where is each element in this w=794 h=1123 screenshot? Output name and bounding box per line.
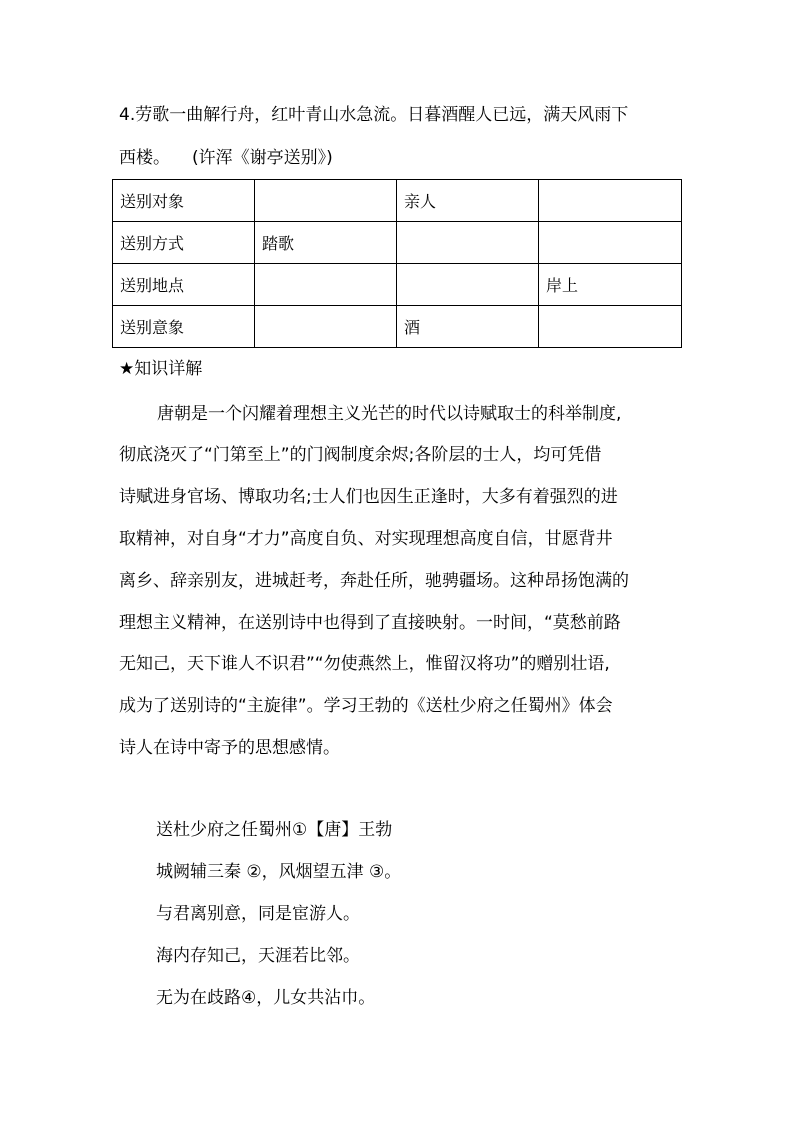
table-row — [113, 264, 682, 306]
paragraph-line: 唐朝是一个闪耀着理想主义光芒的时代以诗赋取士的科举制度, — [157, 404, 622, 424]
paragraph-line: 彻底浇灭了“门第至上”的门阀制度余烬;各阶层的士人，均可凭借 — [119, 445, 602, 465]
table-cell — [539, 222, 682, 264]
table-row — [113, 306, 682, 348]
poem-line: 与君离别意，同是宦游人。 — [156, 904, 360, 924]
table-cell — [255, 306, 397, 348]
table-cell — [255, 180, 397, 222]
paragraph-line: 无知己，天下谁人不识君”“勿使燕然上，惟留汉将功”的赠别壮语, — [119, 654, 610, 674]
question-text-line-2 — [119, 148, 333, 168]
paragraph-line: 理想主义精神，在送别诗中也得到了直接映射。一时间，“莫愁前路 — [119, 613, 621, 633]
paragraph-line: 离乡、辞亲别友，进城赶考，奔赴任所，驰骋疆场。这种昂扬饱满的 — [119, 571, 629, 591]
question-text-end: 西楼。 — [119, 148, 170, 168]
paragraph-line: 成为了送别诗的“主旋律”。学习王勃的《送杜少府之任蜀州》体会 — [119, 696, 613, 716]
farewell-table — [112, 179, 682, 348]
table-cell — [539, 306, 682, 348]
poem-line: 城阙辅三秦 ②，风烟望五津 ③。 — [156, 862, 402, 882]
table-cell — [539, 180, 682, 222]
poem-source: (许浑《谢亭送别》) — [192, 148, 333, 168]
table-row — [113, 222, 682, 264]
row-label-cell: 送别意象 — [113, 306, 255, 348]
poem-title: 送杜少府之任蜀州①【唐】王勃 — [156, 820, 393, 840]
table-cell: 踏歌 — [255, 222, 397, 264]
row-label-cell: 送别方式 — [113, 222, 255, 264]
knowledge-heading: ★知识详解 — [119, 359, 203, 379]
row-label-cell: 送别地点 — [113, 264, 255, 306]
poem-line: 海内存知己，天涯若比邻。 — [156, 946, 360, 966]
table-cell: 岸上 — [539, 264, 682, 306]
table-row — [113, 180, 682, 222]
table-cell — [397, 264, 539, 306]
question-text: 4.劳歌一曲解行舟，红叶青山水急流。日暮酒醒人已远，满天风雨下 — [119, 105, 629, 125]
table-cell — [397, 222, 539, 264]
table-cell — [255, 264, 397, 306]
poem-line: 无为在歧路④，儿女共沾巾。 — [156, 988, 376, 1008]
paragraph-line: 诗人在诗中寄予的思想感情。 — [119, 738, 340, 758]
table-cell: 亲人 — [397, 180, 539, 222]
paragraph-line: 取精神，对自身“才力”高度自负、对实现理想高度自信，甘愿背井 — [119, 529, 613, 549]
table-cell: 酒 — [397, 306, 539, 348]
paragraph-line: 诗赋进身官场、博取功名;士人们也因生正逢时，大多有着强烈的进 — [119, 487, 618, 507]
row-label-cell: 送别对象 — [113, 180, 255, 222]
question-text-line-1 — [119, 105, 628, 125]
